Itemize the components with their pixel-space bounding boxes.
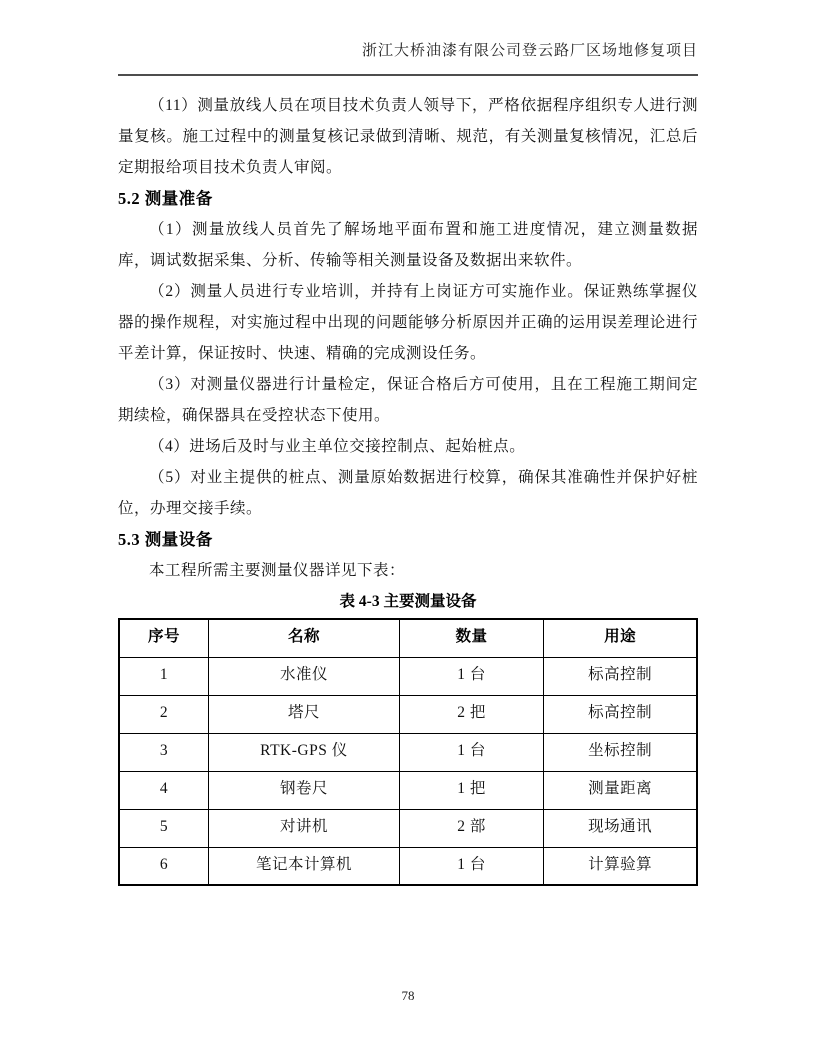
table-cell: 塔尺: [209, 695, 400, 733]
column-header-purpose: 用途: [544, 619, 697, 657]
column-header-seq: 序号: [119, 619, 209, 657]
table-cell: 现场通讯: [544, 809, 697, 847]
table-cell: 4: [119, 771, 209, 809]
column-header-name: 名称: [209, 619, 400, 657]
page-number: 78: [401, 988, 415, 1003]
table-cell: 3: [119, 733, 209, 771]
header-divider: [118, 74, 698, 76]
document-body: [118, 90, 698, 886]
table-cell: 1 台: [399, 847, 544, 885]
table-cell: 1 台: [399, 657, 544, 695]
table-cell: 1 台: [399, 733, 544, 771]
table-intro: 本工程所需主要测量仪器详见下表：: [149, 562, 406, 579]
table-caption: 表 4-3 主要测量设备: [339, 593, 477, 610]
table-cell: 1: [119, 657, 209, 695]
table-row: [119, 695, 697, 733]
paragraph-1: （1）测量放线人员首先了解场地平面布置和施工进度情况，建立测量数据库，调试数据采集、分析、传输等相关测量设备及数据出来软件。: [118, 221, 698, 269]
table-cell: 2 把: [399, 695, 544, 733]
table-row: [119, 809, 697, 847]
table-cell: 计算验算: [544, 847, 697, 885]
table-cell: 2: [119, 695, 209, 733]
column-header-qty: 数量: [399, 619, 544, 657]
paragraph-2: （2）测量人员进行专业培训，并持有上岗证方可实施作业。保证熟练掌握仪器的操作规程，对实施过程中出现的问题能够分析原因并正确的运用误差理论进行平差计算，保证按时、快速、精确的完成测设任务。: [118, 283, 698, 362]
table-cell: 1 把: [399, 771, 544, 809]
table-cell: 对讲机: [209, 809, 400, 847]
table-cell: 笔记本计算机: [209, 847, 400, 885]
paragraph-4: （4）进场后及时与业主单位交接控制点、起始桩点。: [149, 438, 526, 455]
table-row: [119, 733, 697, 771]
table-cell: 钢卷尺: [209, 771, 400, 809]
table-cell: 测量距离: [544, 771, 697, 809]
equipment-table: [118, 618, 698, 886]
paragraph-11: （11）测量放线人员在项目技术负责人领导下，严格依据程序组织专人进行测量复核。施工过程中的测量复核记录做到清晰、规范，有关测量复核情况，汇总后定期报给项目技术负责人审阅。: [118, 97, 698, 176]
table-cell: 坐标控制: [544, 733, 697, 771]
paragraph-5: （5）对业主提供的桩点、测量原始数据进行校算，确保其准确性并保护好桩位，办理交接手续。: [118, 469, 698, 517]
table-cell: 水准仪: [209, 657, 400, 695]
paragraph-3: （3）对测量仪器进行计量检定，保证合格后方可使用，且在工程施工期间定期续检，确保器具在受控状态下使用。: [118, 376, 698, 424]
table-row: [119, 847, 697, 885]
table-row: [119, 771, 697, 809]
table-cell: 5: [119, 809, 209, 847]
table-row: [119, 657, 697, 695]
heading-5-3: 5.3 测量设备: [118, 530, 213, 549]
table-cell: 标高控制: [544, 695, 697, 733]
table-cell: RTK-GPS 仪: [209, 733, 400, 771]
heading-5-2: 5.2 测量准备: [118, 189, 213, 208]
page-content: [118, 0, 698, 886]
table-cell: 2 部: [399, 809, 544, 847]
header-project-title: 浙江大桥油漆有限公司登云路厂区场地修复项目: [361, 43, 698, 59]
table-cell: 标高控制: [544, 657, 697, 695]
table-cell: 6: [119, 847, 209, 885]
table-header-row: [119, 619, 697, 657]
